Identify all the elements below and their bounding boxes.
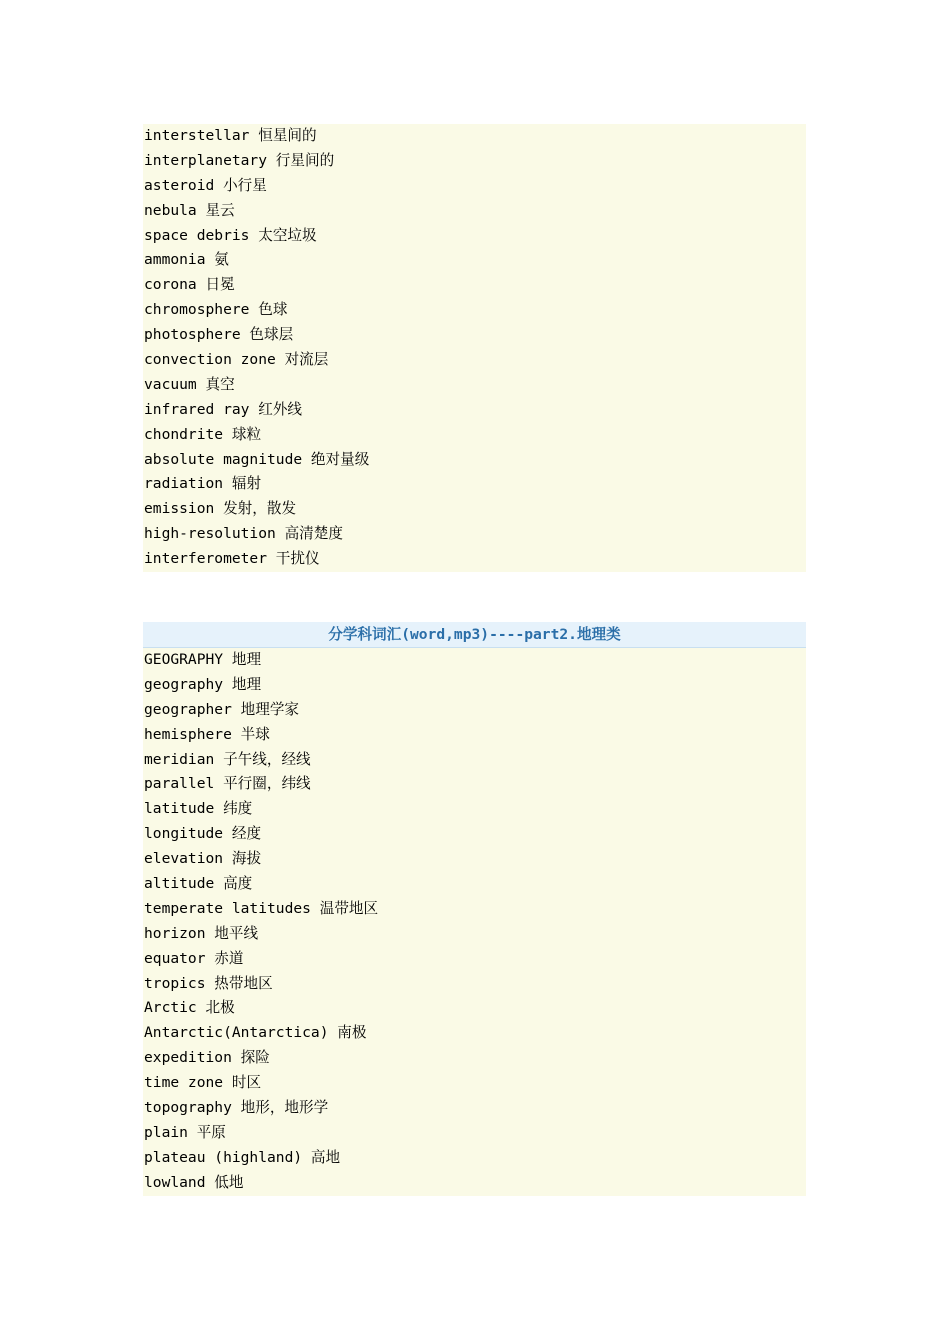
vocabulary-entry: temperate latitudes 温带地区 [144,899,379,917]
vocabulary-list [143,648,806,1196]
vocabulary-entry: plain 平原 [144,1123,226,1141]
vocabulary-entry: equator 赤道 [144,949,244,967]
vocabulary-entry: interplanetary 行星间的 [144,151,335,169]
vocabulary-entry: Antarctic(Antarctica) 南极 [144,1024,367,1042]
vocabulary-entry: radiation 辐射 [144,475,262,493]
vocabulary-entry: geographer 地理学家 [144,700,300,718]
vocabulary-entry: hemisphere 半球 [144,725,270,743]
vocabulary-block-geography [143,622,806,1196]
vocabulary-entry: plateau (highland) 高地 [144,1148,341,1166]
vocabulary-entry: photosphere 色球层 [144,326,294,344]
vocabulary-entry: convection zone 对流层 [144,351,329,369]
vocabulary-entry: meridian 子午线，经线 [144,750,311,768]
section-title: 分学科词汇(word,mp3)----part2.地理类 [143,622,806,648]
vocabulary-entry: geography 地理 [144,675,262,693]
vocabulary-block-astronomy [143,124,806,572]
vocabulary-entry: space debris 太空垃圾 [144,226,317,244]
vocabulary-entry: latitude 纬度 [144,800,253,818]
vocabulary-entry: horizon 地平线 [144,924,259,942]
vocabulary-list [143,124,806,572]
vocabulary-entry: vacuum 真空 [144,375,235,393]
vocabulary-entry: high-resolution 高清楚度 [144,525,343,543]
vocabulary-entry: ammonia 氨 [144,251,229,269]
vocabulary-entry: asteroid 小行星 [144,176,267,194]
vocabulary-entry: interstellar 恒星间的 [144,127,317,144]
vocabulary-entry: chondrite 球粒 [144,425,262,443]
vocabulary-entry: tropics 热带地区 [144,974,273,992]
vocabulary-entry: parallel 平行圈，纬线 [144,775,311,793]
vocabulary-entry: expedition 探险 [144,1049,270,1067]
vocabulary-entry: corona 日冕 [144,276,235,294]
vocabulary-entry: interferometer 干扰仪 [144,550,320,568]
vocabulary-entry: chromosphere 色球 [144,301,288,319]
vocabulary-entry: lowland 低地 [144,1173,244,1191]
vocabulary-entry: emission 发射，散发 [144,500,297,518]
vocabulary-entry: GEOGRAPHY 地理 [144,651,262,668]
vocabulary-entry: topography 地形，地形学 [144,1099,329,1117]
vocabulary-entry: nebula 星云 [144,201,235,219]
vocabulary-entry: elevation 海拔 [144,850,262,868]
vocabulary-entry: longitude 经度 [144,825,262,843]
vocabulary-entry: Arctic 北极 [144,999,235,1017]
vocabulary-entry: altitude 高度 [144,875,253,893]
vocabulary-entry: infrared ray 红外线 [144,400,303,418]
vocabulary-entry: time zone 时区 [144,1074,262,1092]
vocabulary-entry: absolute magnitude 绝对量级 [144,450,370,468]
